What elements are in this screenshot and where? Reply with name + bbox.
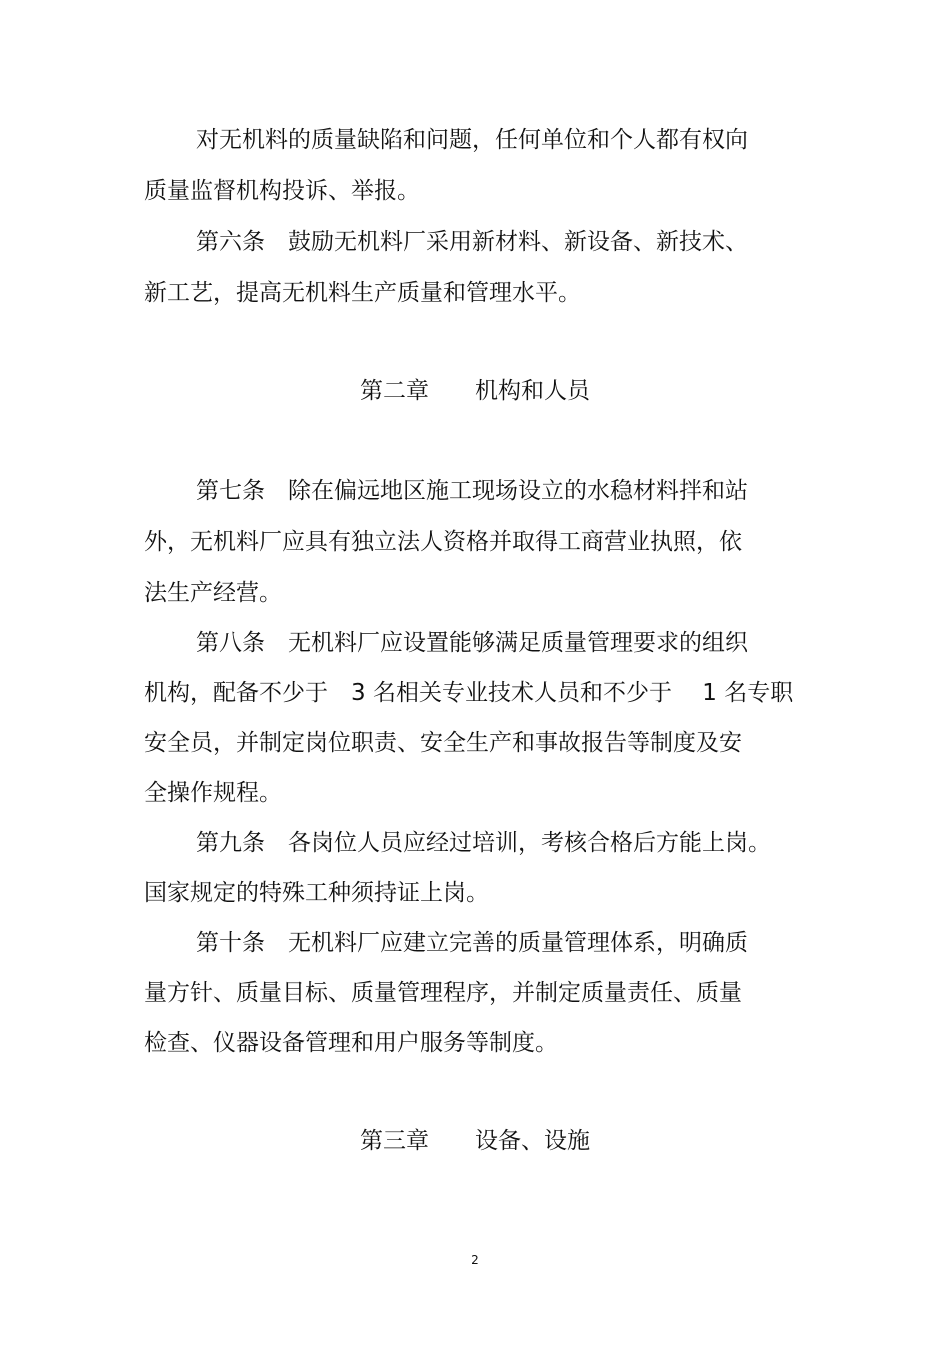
article-8-line: 第八条 无机料厂应设置能够满足质量管理要求的组织 xyxy=(196,630,748,656)
paragraph-line: 量方针、质量目标、质量管理程序，并制定质量责任、质量 xyxy=(144,980,742,1006)
article-9-line: 第九条 各岗位人员应经过培训，考核合格后方能上岗。 xyxy=(196,830,771,856)
article-7-line: 第七条 除在偏远地区施工现场设立的水稳材料拌和站 xyxy=(196,478,748,504)
paragraph-line: 检查、仪器设备管理和用户服务等制度。 xyxy=(144,1030,558,1056)
chapter-heading-2: 第二章 机构和人员 xyxy=(360,378,590,404)
paragraph-line: 国家规定的特殊工种须持证上岗。 xyxy=(144,880,489,906)
chapter-heading-3: 第三章 设备、设施 xyxy=(360,1128,590,1154)
paragraph-line: 质量监督机构投诉、举报。 xyxy=(144,178,420,204)
article-10-line: 第十条 无机料厂应建立完善的质量管理体系，明确质 xyxy=(196,930,748,956)
paragraph-line: 对无机料的质量缺陷和问题，任何单位和个人都有权向 xyxy=(196,127,748,153)
paragraph-line: 法生产经营。 xyxy=(144,580,282,606)
paragraph-line: 安全员，并制定岗位职责、安全生产和事故报告等制度及安 xyxy=(144,730,742,756)
paragraph-line: 全操作规程。 xyxy=(144,780,282,806)
paragraph-line: 新工艺，提高无机料生产质量和管理水平。 xyxy=(144,280,581,306)
page-number: 2 xyxy=(471,1253,479,1267)
paragraph-line: 外，无机料厂应具有独立法人资格并取得工商营业执照，依 xyxy=(144,529,742,555)
article-6-line: 第六条 鼓励无机料厂采用新材料、新设备、新技术、 xyxy=(196,229,748,255)
paragraph-line: 机构，配备不少于 3 名相关专业技术人员和不少于 1 名专职 xyxy=(144,680,794,706)
